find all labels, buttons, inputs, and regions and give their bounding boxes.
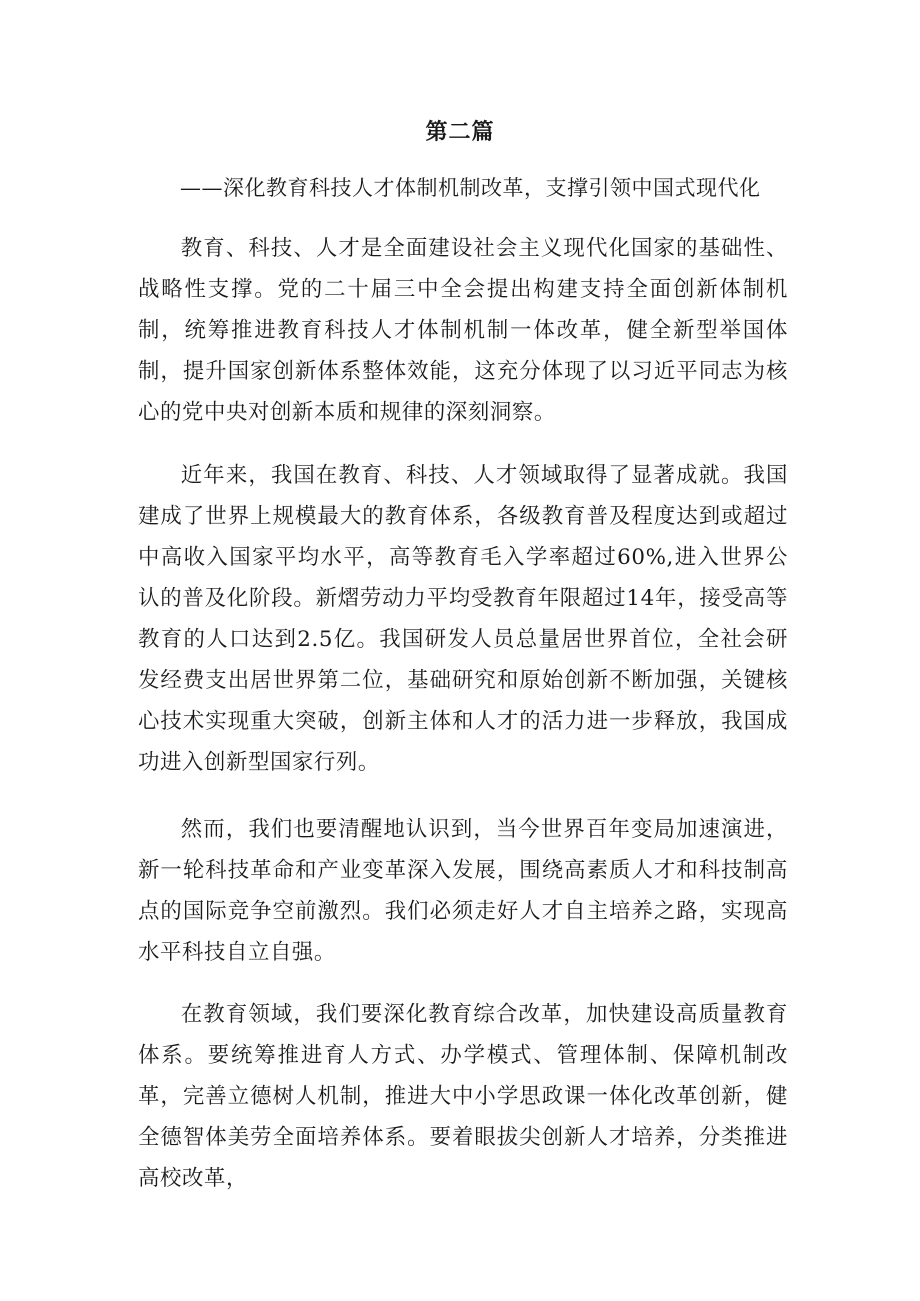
- page-subtitle: ——深化教育科技人才体制机制改革，支撑引领中国式现代化: [180, 176, 761, 200]
- page-title: 第二篇: [425, 119, 495, 145]
- paragraph-4: 在教育领域，我们要深化教育综合改革，加快建设高质量教育体系。要统筹推进育人方式、办学模式、管理体制、保障机制改革，完善立德树人机制，推进大中小学思政课一体化改革创新，健全德智体美劳全面培养体系。要着眼拔尖创新人才培养，分类推进高校改革，: [138, 1002, 788, 1191]
- paragraph-1: 教育、科技、人才是全面建设社会主义现代化国家的基础性、战略性支撑。党的二十届三中全会提出构建支持全面创新体制机制，统筹推进教育科技人才体制机制一体改革，健全新型举国体制，提升国家创新体系整体效能，这充分体现了以习近平同志为核心的党中央对创新本质和规律的深刻洞察。: [138, 236, 788, 425]
- paragraph-2: 近年来，我国在教育、科技、人才领域取得了显著成就。我国建成了世界上规模最大的教育体系，各级教育普及程度达到或超过中高收入国家平均水平，高等教育毛入学率超过60%,进入世界公认的普及化阶段。新熠劳动力平均受教育年限超过14年，接受高等教育的人口达到2.5亿。我国研发人员总量居世界首位，全社会研发经费支出居世界第二位，基础研究和原始创新不断加强，关键核心技术实现重大突破，创新主体和人才的活力进一步释放，我国成功进入创新型国家行列。: [138, 463, 788, 775]
- paragraph-3: 然而，我们也要清醒地认识到，当今世界百年变局加速演进，新一轮科技革命和产业变革深入发展，围绕高素质人才和科技制高点的国际竞争空前激烈。我们必须走好人才自主培养之路，实现高水平科技自立自强。: [138, 817, 788, 965]
